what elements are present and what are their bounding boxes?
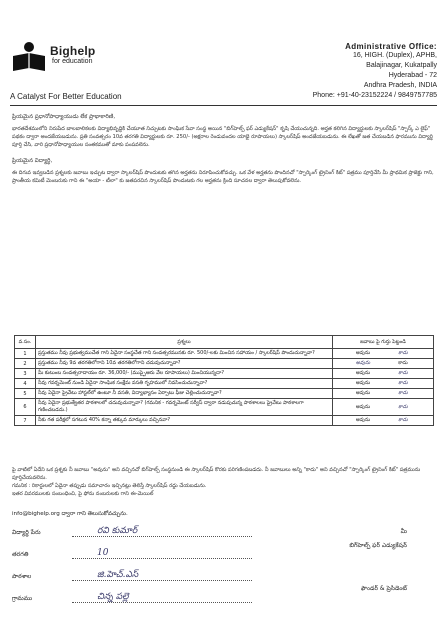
table-header-row <box>15 336 434 349</box>
student-name-field[interactable]: విద్యార్థి పేరు రవి కుమార్ <box>12 525 252 547</box>
office-line: Hyderabad - 72 <box>388 72 437 79</box>
answer-cell[interactable]: అవును కాదు <box>333 379 434 389</box>
office-line: 16, HIGH. (Duplex), APHB, <box>352 52 437 59</box>
office-phone: Phone: +91-40-23152224 / 9849757785 <box>312 92 437 99</box>
salutation: ప్రియమైన ప్రధానోపాధ్యాయుడు లేక ప్రాథాకారిణి, <box>12 114 116 120</box>
village-value: చిన్న పల్లె <box>97 592 129 602</box>
bighelp-logo <box>10 40 150 90</box>
student-name-value: రవి కుమార్ <box>97 526 138 536</box>
signatory-title: ఫౌండర్ & ప్రెసిడెంట్ <box>360 585 407 592</box>
table-row: 3 మీ కుటుంబ సంవత్సరాదాయం రూ. 36,000/- (ముప్పైఆరు వేల రూపాయలు) మించియున్నదా? అవును కాదు <box>15 369 434 379</box>
organization-name: బిగ్‌హెల్ప్ ఫర్ ఎడ్యుకేషన్ <box>349 542 407 549</box>
answer-cell[interactable]: అవును కాదు <box>333 369 434 379</box>
answer-cell[interactable]: అవును కాదు <box>333 399 434 416</box>
col-serial: వ.సం. <box>15 336 36 349</box>
col-answer: జవాబు పై గుర్తు పెట్టండి <box>333 336 434 349</box>
header-divider <box>10 105 437 106</box>
office-address <box>237 42 437 101</box>
table-row: 1 ప్రస్తుతము నీవు ప్రభుత్వముచేత గాని ఏదైనా సంస్థచేత గాని సంవత్సరమునకు రూ. 500/-లకు మించిన సహాయం / స్కాలర్‌షిప్ పొందుచున్నావా? అవును కాదు <box>15 349 434 359</box>
question-text: నీవు ఏదైనా ప్రైవేటు హాస్టల్‌లో ఉంటూ నీ వసతి, విద్యాభ్యాసం ఏర్పాటు ఫీజు చెల్లించుచున్నావా? <box>36 389 333 399</box>
table-row: 7 నీకు గత పరీక్షలో సగటున 40% కన్నా తక్కువ మార్కులు వచ్చినవా? అవును కాదు <box>15 416 434 426</box>
note-3: ఇతర వివరములకు సంబంధించి, పై ఫోను నంబరులకు గాని ఈ-మెయిల్ <box>12 491 154 497</box>
class-value: 10 <box>97 548 109 558</box>
table-row: 6 నీవు ఏదైనా ప్రభుత్వేతర పాఠశాలలో చదువుచున్నావా? (గమనిక - గవర్నమెంట్ సర్వీస్ ద్వారా నడుపుచున్న పాఠశాలలు ప్రైవేటు పాఠశాలగా గణించబడదు.) అవును కాదు <box>15 399 434 416</box>
questions-table <box>14 335 434 426</box>
school-field[interactable]: పాఠశాల జి.హెచ్.ఎస్ <box>12 569 252 591</box>
signature-block <box>349 525 407 592</box>
tagline: A Catalyst For Better Education <box>10 92 122 101</box>
question-text: ప్రస్తుతము నీవు 9వ తరగతిలోగాని 10వ తరగతిలోగాని చదువుచున్నావా? <box>36 359 333 369</box>
village-field[interactable]: గ్రామము చిన్న పల్లె <box>12 591 252 613</box>
table-row: 4 నీవు గవర్నమెంట్ నుండి ఏదైనా సాంఘిక సంక్షేమ వసతి గృహములో నివసించుచున్నావా? అవును కాదు <box>15 379 434 389</box>
note-1: పై వాటిలో ఏదేని ఒక ప్రశ్నకు నీ జవాబు "అవును" అని వచ్చినచో బిగ్‌హెల్ప్ సంస్థనుండి ఈ స్కాలర్‌షిప్ కొరకు పరిగణింపబడదు. నీ జవాబులు అన్ని "కాదు" అని వచ్చినచో "స్పార్కింగ్ ట్రైనింగ్ కిట్" పత్రమును పూర్తిచేయవలెను. <box>12 467 421 481</box>
student-details <box>12 525 252 613</box>
letter-intro <box>12 113 435 185</box>
question-text: నీకు గత పరీక్షలో సగటున 40% కన్నా తక్కువ మార్కులు వచ్చినవా? <box>36 416 333 426</box>
note-2: గమనిక : రికార్డులలో ఏదైనా తప్పుడు సమాచారం ఇచ్చినట్లు తెలిస్తే స్కాలర్‌షిప్ రద్దు చేయబడును. <box>12 483 207 489</box>
paragraph-1: భారతదేశములోని నిరుపేద బాలబాలికలకు విద్యాభివృద్ధికి చేయూత నిచ్చుటకు సాంఘిక సేవా సంస్థ అయిన "బిగ్‌హెల్ప్ ఫర్ ఎడ్యుకేషన్" కృషి చేయుచున్నది. అర్హత కలిగిన విద్యార్థులకు స్కాలర్‌షిప్ "స్పార్క్ ఎ లైఫ్" పథకం ద్వారా అందజేయబడును. ప్రతి సంవత్సరం 10వ తరగతి విద్యార్థులకు రూ. 250/- (అక్షరాల రెండువందల యాభై రూపాయలు) స్కాలర్‌షిప్ అందజేయబడును. ఈ లేఖతో జత చేయబడిన ఫారమును విద్యార్థి పూర్తి చేసి, వారి ప్రధానోపాధ్యాయుల సంతకముతో మాకు పంపవలెను. <box>12 126 433 148</box>
brand-name: Bighelp <box>50 44 96 58</box>
table-row: 5 నీవు ఏదైనా ప్రైవేటు హాస్టల్‌లో ఉంటూ నీ వసతి, విద్యాభ్యాసం ఏర్పాటు ఫీజు చెల్లించుచున్నావా? అవును కాదు <box>15 389 434 399</box>
col-question: ప్రశ్నలు <box>36 336 333 349</box>
brand-subtitle: for education <box>52 58 93 65</box>
answer-cell[interactable]: అవును కాదు <box>333 416 434 426</box>
office-line: Andhra Pradesh, INDIA <box>363 82 437 89</box>
paragraph-2: ఈ దిగువ ఇవ్వబడిన ప్రశ్నలకు జవాబు ఇచ్చుట ద్వారా స్కాలర్‌షిప్ పొందుటకు తగిన అర్హతను నిరూపించుకోవచ్చు. ఒక వేళ అర్హతను పొందినచో "స్పార్కింగ్ ట్రైనింగ్ కిట్" పత్రము పూర్తిచేసి మీ ప్రాథమిక ప్రాజెక్టు గాని, ప్రాంతీయ కమిటీ మెంబరుకు గాని ఈ "అయా - టీలా" కు జతపరచిన స్కాలర్‌షిప్ పొందుటకు గల అర్హతను క్రింది సూచనల ద్వారా తెలుపుకోవలెను. <box>12 170 434 184</box>
class-field[interactable]: తరగతి 10 <box>12 547 252 569</box>
notes <box>12 466 435 498</box>
book-figure-icon <box>10 40 48 74</box>
question-text: ప్రస్తుతము నీవు ప్రభుత్వముచేత గాని ఏదైనా సంస్థచేత గాని సంవత్సరమునకు రూ. 500/-లకు మించిన సహాయం / స్కాలర్‌షిప్ పొందుచున్నావా? <box>36 349 333 359</box>
salutation-student: ప్రియమైన విద్యార్థి, <box>12 158 53 164</box>
office-title: Administrative Office: <box>345 42 437 51</box>
question-text: నీవు గవర్నమెంట్ నుండి ఏదైనా సాంఘిక సంక్షేమ వసతి గృహములో నివసించుచున్నావా? <box>36 379 333 389</box>
answer-cell[interactable]: అవును కాదు <box>333 349 434 359</box>
school-value: జి.హెచ్.ఎస్ <box>97 570 139 580</box>
closing-word: మీ <box>400 528 407 535</box>
table-row: 2 ప్రస్తుతము నీవు 9వ తరగతిలోగాని 10వ తరగతిలోగాని చదువుచున్నావా? అవును కాదు <box>15 359 434 369</box>
answer-cell[interactable]: అవును కాదు <box>333 359 434 369</box>
answer-cell[interactable]: అవును కాదు <box>333 389 434 399</box>
office-line: Balajinagar, Kukatpally <box>366 62 437 69</box>
contact-email: info@bighelp.org ద్వారా గాని తెలుసుకోవచ్చును. <box>12 511 128 517</box>
question-text: నీవు ఏదైనా ప్రభుత్వేతర పాఠశాలలో చదువుచున్నావా? (గమనిక - గవర్నమెంట్ సర్వీస్ ద్వారా నడుపుచున్న పాఠశాలలు ప్రైవేటు పాఠశాలగా గణించబడదు.) <box>36 399 333 416</box>
question-text: మీ కుటుంబ సంవత్సరాదాయం రూ. 36,000/- (ముప్పైఆరు వేల రూపాయలు) మించియున్నదా? <box>36 369 333 379</box>
